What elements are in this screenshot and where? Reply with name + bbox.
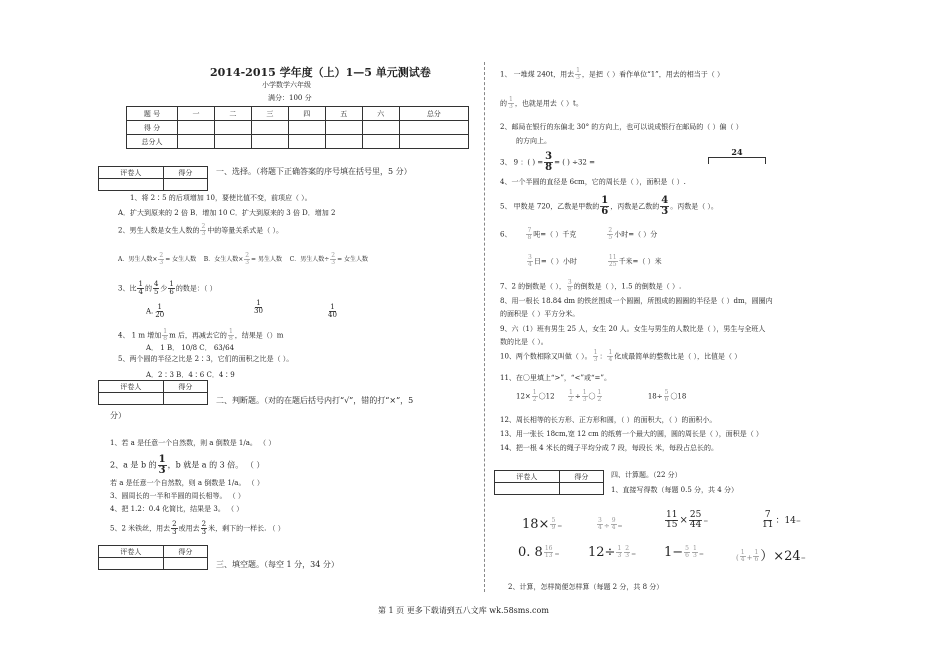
section-2-title: 二、判断题。（对的在题后括号内打“√”，错的打“×”，5 — [216, 396, 414, 405]
fill-question: 3、 9 ：( ) = $\frac{3}{8}$ = ( ) ÷32 = — [500, 151, 595, 173]
fill-question: 8、用一根长 18.84 dm 的铁丝围成一个圆圈，所围成的圆圈的半径是（ ）dm，圆圈内 — [500, 297, 773, 305]
score-table — [126, 106, 469, 149]
grader-label: 评卷人 — [99, 546, 164, 558]
calc-item: 1− $\frac{5}{6}$ $\frac{1}{3}$ = — [664, 545, 704, 560]
fill-question: 13、用一张长 18cm,宽 12 cm 的纸剪一个最大的圆，圆的周长是（ ），面积是（ ） — [500, 430, 763, 438]
page-footer: 第 1 页 更多下载请到五八文库 wk.58sms.com — [378, 606, 549, 615]
score-label: 得分 — [163, 546, 207, 558]
score-cell[interactable] — [362, 135, 399, 149]
score-row-label: 得 分 — [127, 121, 178, 135]
page-title: 2014-2015 学年度（上）1—5 单元测试卷 — [210, 66, 431, 79]
question-option-c: $\frac{1}{40}$ — [328, 303, 337, 319]
score-cell[interactable] — [178, 135, 215, 149]
score-header-cell: 一 — [178, 107, 215, 121]
score-cell[interactable] — [399, 135, 468, 149]
question-options: A. $\frac{1}{20}$ — [146, 303, 165, 319]
judge-question: 2、a 是 b 的 $\frac{1}{3}$ ，b 就是 a 的 3 倍。 （ ） — [110, 454, 265, 476]
score-cell[interactable] — [214, 121, 251, 135]
score-label: 得分 — [163, 381, 207, 393]
fill-question-cont: $\frac{3}{4}$ 日=（ ）小时 $\frac{11}{25}$ 千米=（ ）米 — [528, 254, 662, 268]
score-header-cell: 二 — [214, 107, 251, 121]
score-label: 得分 — [559, 471, 603, 483]
grader-box — [98, 166, 208, 191]
q-text: 2、男生人数是女生人数的 — [118, 226, 200, 235]
grader-box — [98, 545, 208, 570]
judge-question: 若 a 是任意一个自然数，则 a 倒数是 1/a。 （ ） — [110, 479, 264, 487]
score-cell[interactable] — [214, 135, 251, 149]
score-cell[interactable] — [163, 393, 207, 405]
grader-cell[interactable] — [99, 179, 164, 191]
compare-row: 12× $\frac{1}{2}$ 〇12 $\frac{1}{2}$ ÷ $\frac{1}{3}$ 〇 $\frac{1}{2}$ 18÷ $\frac{5}{6}$ 〇18 — [516, 389, 687, 403]
fill-question: 4、一个半圆的直径是 6cm，它的周长是（ ），面积是（ ）. — [500, 178, 686, 186]
judge-question: 3、圆周长的一半和半圆的周长相等。 （ ） — [110, 492, 245, 500]
score-row — [127, 121, 469, 135]
fill-question-cont: 的面积是（ ）平方分米。 — [500, 310, 580, 318]
grader-label: 评卷人 — [99, 167, 164, 179]
grader-box — [98, 380, 208, 405]
section-2-title-cont: 分） — [110, 411, 126, 420]
calc-item: $\frac{11}{15}$ × $\frac{25}{44}$ = — [666, 510, 709, 530]
fill-question-cont: 数的比是（ ）。 — [500, 338, 548, 346]
score-cell[interactable] — [178, 121, 215, 135]
fill-question: 11、在〇里填上“>”，“<”或“=”。 — [500, 374, 611, 382]
score-header-cell: 总分 — [399, 107, 468, 121]
section-4-title: 四、计算题。（22 分） — [611, 471, 682, 479]
fill-question-cont: 的方向上。 — [516, 137, 551, 145]
score-header-cell: 五 — [325, 107, 362, 121]
calc-item: 12÷ $\frac{1}{3}$ $\frac{2}{3}$ = — [588, 545, 637, 560]
calc-item: $\frac{3}{4}$ ÷ $\frac{9}{4}$ = — [598, 517, 623, 531]
question-options: A．男生人数× $\frac{2}{3}$ = 女生人数 B．女生人数× $\frac{2}{3}$ = 男生人数 C．男生人数÷ $\frac{2}{3}$ = 女生人数 — [118, 252, 369, 266]
fill-question: 12、周长相等的长方形、正方形和圆，（ ）的面积大，（ ）的面积小。 — [500, 416, 717, 424]
grader-label: 评卷人 — [99, 381, 164, 393]
question-options: A． 1 B． 10/8 C． 63/64 — [146, 344, 235, 352]
calc-item: $\frac{7}{11}$ ：14= — [762, 510, 801, 530]
score-cell[interactable] — [399, 121, 468, 135]
score-cell[interactable] — [251, 121, 288, 135]
judge-question: 4、把 1.2：0.4 化简比，结果是 3。 （ ） — [110, 505, 244, 513]
question: 5、两个圆的半径之比是 2∶3，它们的面积之比是（ ）。 — [118, 355, 294, 363]
question-options: A．2∶3 B．4∶6 C．4∶9 — [146, 371, 235, 379]
score-cell[interactable] — [288, 121, 325, 135]
judge-question: 1、若 a 是任意一个自然数，则 a 倒数是 1/a。 （ ） — [110, 439, 276, 447]
calc-item: ( $\frac{1}{4}$ + $\frac{1}{6}$ ）×24= — [736, 549, 806, 564]
score-cell[interactable] — [163, 558, 207, 570]
grader-cell[interactable] — [99, 393, 164, 405]
score-header-cell: 三 — [251, 107, 288, 121]
fill-question: 6、 $\frac{7}{8}$ 吨=（ ）千克 $\frac{2}{5}$ 小时=（ ）分 — [500, 227, 658, 241]
grader-box — [494, 470, 604, 495]
question-option-b: $\frac{1}{30}$ — [254, 299, 263, 315]
score-table-header — [127, 107, 469, 121]
score-header-cell: 六 — [362, 107, 399, 121]
grader-cell[interactable] — [495, 483, 560, 495]
question: 1、将 2∶5 的后项增加 10，要使比值不变，前项应（ ）。 — [130, 194, 312, 202]
section-1-title: 一、选择。（将题下正确答案的序号填在括号里，5 分） — [216, 167, 412, 176]
score-cell[interactable] — [163, 179, 207, 191]
fill-question-cont: 的 $\frac{1}{3}$ ，也就是用去（ ）t。 — [500, 96, 583, 110]
score-label: 得分 — [163, 167, 207, 179]
section-3-title: 三、填空题。（每空 1 分，34 分） — [216, 560, 339, 569]
judge-question: 5、2 米铁丝，用去 $\frac{2}{3}$ 或用去 $\frac{2}{3}$ 米，剩下的一样长. （ ） — [110, 520, 285, 536]
score-cell[interactable] — [362, 121, 399, 135]
score-cell[interactable] — [559, 483, 603, 495]
score-cell[interactable] — [288, 135, 325, 149]
fill-question: 5、 甲数是 720，乙数是甲数的 $\frac{1}{6}$ ，丙数是乙数的 $\frac{4}{3}$ 。丙数是（ ）。 — [500, 195, 718, 217]
section-4-sub2: 2、计算，怎样简便怎样算（每题 2 分，共 8 分） — [508, 583, 664, 591]
page-subtitle: 小学数学六年级 — [262, 81, 311, 89]
score-cell[interactable] — [325, 135, 362, 149]
score-header-cell: 题 号 — [127, 107, 178, 121]
fill-question: 1、 一堆煤 240t，用去 $\frac{1}{3}$ ，是把（ ）看作单位“1”，用去的相当于（ ） — [500, 67, 724, 81]
fill-question: 2、邮局在银行的东偏北 30° 的方向上，也可以说成银行在邮局的（ ）偏（ ） — [500, 123, 743, 131]
fill-question: 10、两个数相除又叫做（ ）。 $\frac{1}{3}$ ： $\frac{1}{4}$ 化成最简单的整数比是（ ），比值是（ ） — [500, 349, 742, 363]
score-cell[interactable] — [251, 135, 288, 149]
question — [118, 224, 283, 237]
section-4-sub: 1、直接写得数（每题 0.5 分，共 4 分） — [611, 486, 738, 494]
question-options: A．扩大到原来的 2 倍 B．增加 10 C．扩大到原来的 3 倍 D．增加 2 — [118, 209, 336, 217]
score-cell[interactable] — [325, 121, 362, 135]
score-row-label: 总分人 — [127, 135, 178, 149]
fill-question: 7、2 的倒数是（ ）， $\frac{3}{8}$ 的倒数是（ ），1.5 的倒数是（ ）. — [500, 279, 682, 293]
fill-question: 14、把一根 4 米长的绳子平均分成 7 段，每段长 米，每段占总长的。 — [500, 444, 718, 452]
question: 3、比 $\frac{1}{4}$ 的 $\frac{4}{5}$ 少 $\frac{1}{6}$ 的数是：（ ） — [118, 280, 217, 296]
fraction-blank[interactable]: 24 — [708, 147, 766, 164]
question: 4、 1 m 增加 $\frac{1}{8}$ m 后，再减去它的 $\frac{1}{8}$ ，结果是（）m — [118, 328, 284, 342]
q-text: 中的等量关系式是（ ）。 — [207, 226, 284, 235]
fill-question: 9、六（1）班有男生 25 人，女生 20 人。女生与男生的人数比是（ ），男生与全班人 — [500, 325, 766, 333]
column-divider — [484, 62, 485, 592]
score-row — [127, 135, 469, 149]
fraction: $\frac{2}{3}$ — [201, 223, 206, 237]
calc-item: 0. 8 $\frac{16}{13}$ = — [518, 545, 560, 560]
grader-cell[interactable] — [99, 558, 164, 570]
calc-item: 18× $\frac{5}{9}$ = — [522, 517, 563, 532]
grader-label: 评卷人 — [495, 471, 560, 483]
score-header-cell: 四 — [288, 107, 325, 121]
full-mark: 满分：100 分 — [268, 94, 312, 102]
